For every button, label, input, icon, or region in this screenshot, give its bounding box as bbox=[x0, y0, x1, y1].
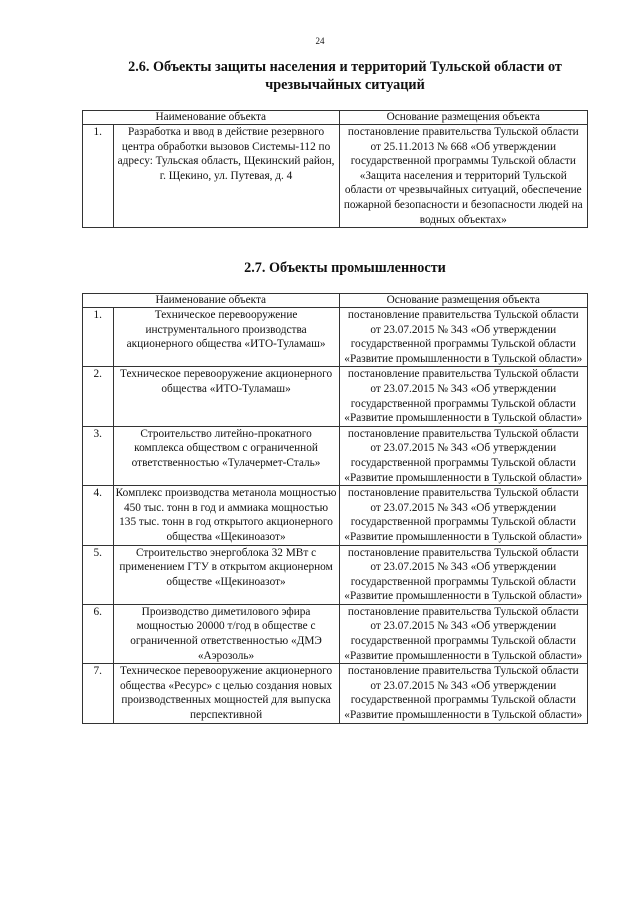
table-row bbox=[83, 426, 588, 485]
row-number: 1. bbox=[83, 308, 114, 367]
section-title-line-1: 2.6. Объекты защиты населения и территорий Тульской области от bbox=[128, 59, 562, 75]
object-name: Техническое перевооружение инструментального производства акционерного общества «ИТО-Туламаш» bbox=[113, 308, 339, 367]
row-number: 4. bbox=[83, 486, 114, 545]
table-row bbox=[83, 604, 588, 663]
placement-basis: постановление правительства Тульской области от 25.11.2013 № 668 «Об утверждении государственной программы Тульской области «Защита населения и территорий Тульской области от чрезвычайных ситуаций, обеспечение пожарной безопасности и безопасности людей на водных объектах» bbox=[339, 125, 587, 228]
object-name: Техническое перевооружение акционерного общества «ИТО-Туламаш» bbox=[113, 367, 339, 426]
placement-basis: постановление правительства Тульской области от 23.07.2015 № 343 «Об утверждении государственной программы Тульской области «Развитие промышленности в Тульской области» bbox=[339, 426, 587, 485]
protection-objects-table bbox=[82, 110, 588, 228]
table-row bbox=[83, 486, 588, 545]
column-header-name: Наименование объекта bbox=[83, 111, 340, 125]
placement-basis: постановление правительства Тульской области от 23.07.2015 № 343 «Об утверждении государственной программы Тульской области «Развитие промышленности в Тульской области» bbox=[339, 486, 587, 545]
industry-objects-table bbox=[82, 293, 588, 724]
object-name: Строительство энергоблока 32 МВт с применением ГТУ в открытом акционерном обществе «Щекиноазот» bbox=[113, 545, 339, 604]
section-title-line-2: чрезвычайных ситуаций bbox=[265, 77, 425, 93]
table-row bbox=[83, 125, 588, 228]
placement-basis: постановление правительства Тульской области от 23.07.2015 № 343 «Об утверждении государственной программы Тульской области «Развитие промышленности в Тульской области» bbox=[339, 664, 587, 723]
placement-basis: постановление правительства Тульской области от 23.07.2015 № 343 «Об утверждении государственной программы Тульской области «Развитие промышленности в Тульской области» bbox=[339, 604, 587, 663]
table-row bbox=[83, 308, 588, 367]
row-number: 5. bbox=[83, 545, 114, 604]
table-row bbox=[83, 545, 588, 604]
column-header-name: Наименование объекта bbox=[83, 294, 340, 308]
object-name: Строительство литейно-прокатного комплекса обществом с ограниченной ответственностью «Тулачермет-Сталь» bbox=[113, 426, 339, 485]
column-header-basis: Основание размещения объекта bbox=[339, 111, 587, 125]
object-name: Техническое перевооружение акционерного общества «Ресурс» с целью создания новых производственных мощностей для выпуска перспективной bbox=[113, 664, 339, 723]
object-name: Разработка и ввод в действие резервного центра обработки вызовов Системы-112 по адресу: Тульская область, Щекинский район, г. Щекино, ул. Путевая, д. 4 bbox=[113, 125, 339, 228]
placement-basis: постановление правительства Тульской области от 23.07.2015 № 343 «Об утверждении государственной программы Тульской области «Развитие промышленности в Тульской области» bbox=[339, 545, 587, 604]
row-number: 6. bbox=[83, 604, 114, 663]
section-title-protection bbox=[80, 58, 610, 94]
row-number: 1. bbox=[83, 125, 114, 228]
column-header-basis: Основание размещения объекта bbox=[339, 294, 587, 308]
table-row bbox=[83, 367, 588, 426]
page-number: 24 bbox=[315, 36, 325, 46]
object-name: Комплекс производства метанола мощностью 450 тыс. тонн в год и аммиака мощностью 135 тыс. тонн в год открытого акционерного общества «Щекиноазот» bbox=[113, 486, 339, 545]
table-header-row bbox=[83, 294, 588, 308]
placement-basis: постановление правительства Тульской области от 23.07.2015 № 343 «Об утверждении государственной программы Тульской области «Развитие промышленности в Тульской области» bbox=[339, 308, 587, 367]
table-row bbox=[83, 664, 588, 723]
row-number: 7. bbox=[83, 664, 114, 723]
row-number: 3. bbox=[83, 426, 114, 485]
row-number: 2. bbox=[83, 367, 114, 426]
table-header-row bbox=[83, 111, 588, 125]
section-title-industry: 2.7. Объекты промышленности bbox=[244, 260, 446, 276]
placement-basis: постановление правительства Тульской области от 23.07.2015 № 343 «Об утверждении государственной программы Тульской области «Развитие промышленности в Тульской области» bbox=[339, 367, 587, 426]
object-name: Производство диметилового эфира мощностью 20000 т/год в обществе с ограниченной ответственностью «ДМЭ «Аэрозоль» bbox=[113, 604, 339, 663]
